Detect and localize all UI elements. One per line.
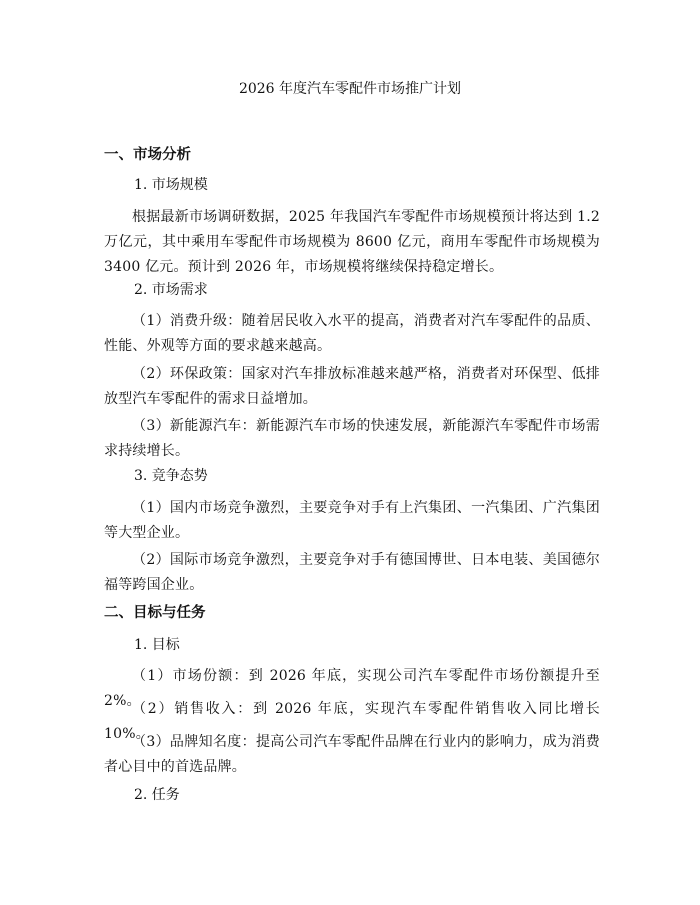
document-title: 2026 年度汽车零配件市场推广计划	[238, 81, 462, 97]
paragraph-competition-1: （1）国内市场竞争激烈，主要竞争对手有上汽集团、一汽集团、广汽集团等大型企业。	[104, 500, 600, 541]
paragraph-competition-2: （2）国际市场竞争激烈，主要竞争对手有德国博世、日本电装、美国德尔福等跨国企业。	[104, 552, 600, 593]
section-heading-market-analysis: 一、市场分析	[104, 147, 191, 163]
paragraph-goal-1: （1）市场份额：到 2026 年底，实现公司汽车零配件市场份额提升至 2%。	[104, 668, 600, 709]
subsection-heading-goals: 1. 目标	[134, 637, 180, 653]
subsection-heading-market-demand: 2. 市场需求	[134, 282, 208, 298]
paragraph-demand-2: （2）环保政策：国家对汽车排放标准越来越严格，消费者对环保型、低排放型汽车零配件的需求日益增加。	[104, 366, 600, 407]
paragraph-goal-2: （2）销售收入：到 2026 年底，实现汽车零配件销售收入同比增长 10%。	[104, 701, 600, 742]
paragraph-demand-1: （1）消费升级：随着居民收入水平的提高，消费者对汽车零配件的品质、性能、外观等方面的要求越来越高。	[104, 313, 600, 354]
paragraph-market-size: 根据最新市场调研数据，2025 年我国汽车零配件市场规模预计将达到 1.2 万亿元，其中乘用车零配件市场规模为 8600 亿元，商用车零配件市场规模为 3400 亿元。预计到 2026 年，市场规模将继续保持稳定增长。	[104, 209, 600, 275]
subsection-heading-tasks: 2. 任务	[134, 787, 180, 803]
paragraph-goal-3: （3）品牌知名度：提高公司汽车零配件品牌在行业内的影响力，成为消费者心目中的首选品牌。	[104, 734, 600, 775]
subsection-heading-competition: 3. 竞争态势	[134, 468, 208, 484]
subsection-heading-market-size: 1. 市场规模	[134, 177, 208, 193]
section-heading-goals-tasks: 二、目标与任务	[104, 605, 206, 621]
paragraph-demand-3: （3）新能源汽车：新能源汽车市场的快速发展，新能源汽车零配件市场需求持续增长。	[104, 418, 600, 459]
